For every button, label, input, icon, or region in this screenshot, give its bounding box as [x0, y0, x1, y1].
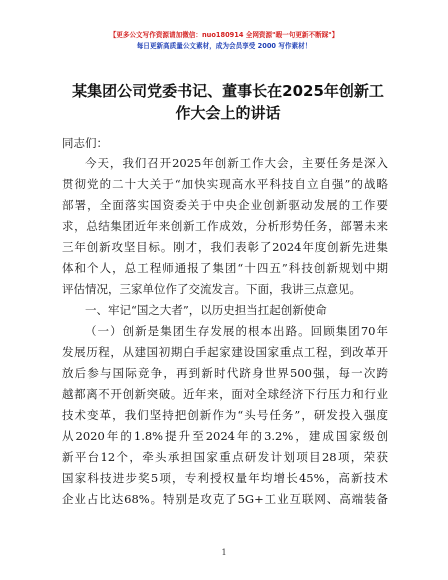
title-line-2: 作大会上的讲话 [175, 104, 281, 122]
promo-banner-line-2: 每日更新高质量公文素材，成为会员享受 2000 写作素材！ [136, 42, 312, 50]
promo-banner-line-1: 【更多公文写作资源请加微信：nuo180914 全网资源"暇一句更新不断踩"】 [109, 31, 339, 39]
body-line: 企业占比达68%。特别是攻克了5G+工业互联网、高端装备 [62, 492, 388, 506]
body-line: 从2020年的1.8%提升至2024年的3.2%，建成国家级创 [62, 429, 388, 443]
body-line: 评估情况，三家单位作了交流发言。下面，我讲三点意见。 [62, 282, 361, 296]
body-line: 今天，我们召开2025年创新工作大会，主要任务是深入 [85, 156, 388, 170]
body-line: 贯彻党的二十大关于“加快实现高水平科技自立自强”的战略 [62, 177, 388, 191]
body-line: 放后参与国际竞争，再到新时代跻身世界500强，每一次跨 [62, 366, 388, 380]
body-line: 越都离不开创新突破。近年来，面对全球经济下行压力和行业 [62, 387, 388, 401]
document-title [58, 80, 398, 124]
body-line: 发展历程，从建国初期白手起家建设国家重点工程，到改革开 [62, 345, 388, 359]
body-line: 国家科技进步奖5项，专利授权量年均增长45%，高新技术 [62, 471, 388, 485]
body-line: （一）创新是集团生存发展的根本出路。回顾集团70年 [85, 324, 388, 338]
page-number: 1 [221, 548, 227, 557]
body-line: 体和个人，总工程师通报了集团“十四五”科技创新规划中期 [62, 261, 388, 275]
body-line: 新平台12个，牵头承担国家重点研发计划项目28项，荣获 [62, 450, 388, 464]
salutation: 同志们： [62, 136, 108, 150]
section-heading: 一、牢记“国之大者”，以历史担当扛起创新使命 [85, 303, 327, 317]
body-line: 三年创新攻坚目标。刚才，我们表彰了2024年度创新先进集 [62, 240, 388, 254]
body-line: 求，总结集团近年来创新工作成效，分析形势任务，部署未来 [62, 219, 388, 233]
title-line-1: 某集团公司党委书记、董事长在2025年创新工 [72, 82, 384, 100]
body-line: 部署，全面落实国资委关于中央企业创新驱动发展的工作要 [62, 198, 388, 212]
body-line: 技术变革，我们坚持把创新作为“头号任务”，研发投入强度 [62, 408, 388, 422]
